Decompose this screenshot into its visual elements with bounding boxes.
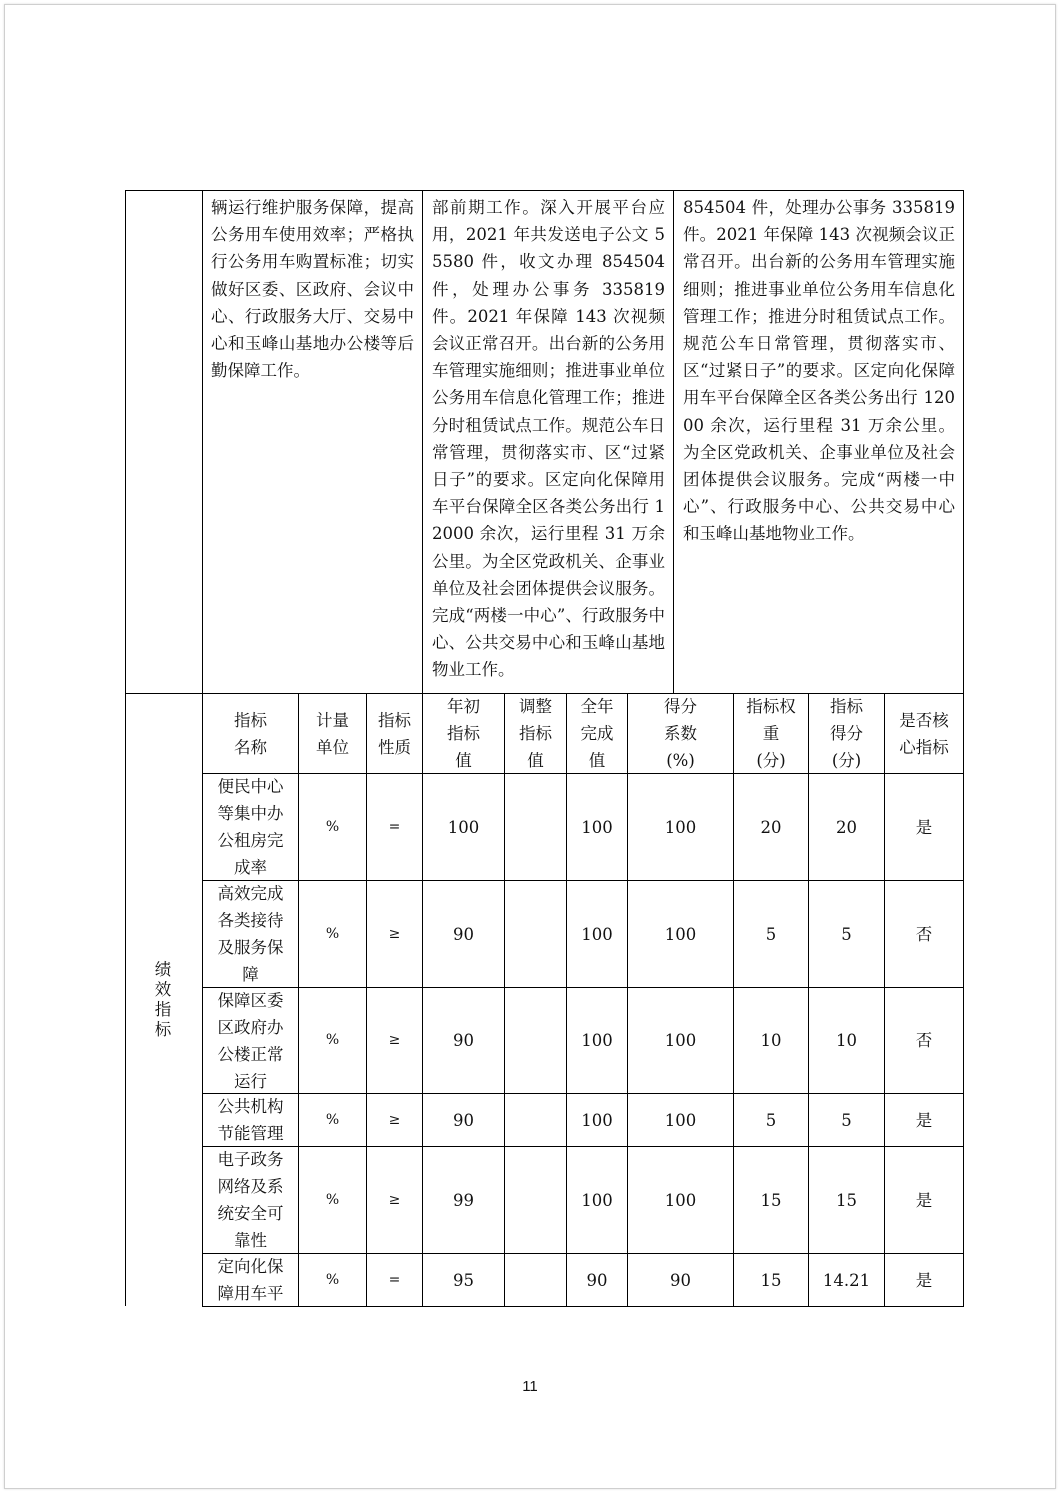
cell-nature: = (388, 818, 401, 835)
cell-is-core: 是 (915, 1190, 933, 1210)
header-unit: 计量 单位 (316, 710, 349, 757)
cell-actual-value: 100 (581, 924, 613, 944)
indicator-col-border-10 (963, 693, 964, 1307)
header-adjusted-target: 调整 指标 值 (519, 697, 552, 770)
cell-weight: 5 (765, 1110, 777, 1130)
cell-adjusted-target (505, 1094, 566, 1146)
cell-initial-target: 90 (453, 1031, 474, 1050)
cell-indicator-name: 高效完成 各类接待 及服务保 障 (217, 884, 284, 984)
cell-indicator-score: 5 (841, 1110, 852, 1130)
goal-text: 辆运行维护服务保障，提高公务用车使用效率；严格执行公务用车购置标准；切实做好区委、区政府、会议中心、行政服务大厅、交易中心和玉峰山基地办公楼等后勤保障工作。 (211, 198, 414, 381)
col-divider-2 (422, 190, 423, 694)
cell-score-coefficient: 100 (664, 1190, 697, 1210)
cell-unit: % (325, 1032, 340, 1048)
cell-unit: % (325, 1191, 340, 1208)
cell-adjusted-target (505, 881, 566, 987)
cell-indicator-score: 5 (841, 924, 852, 944)
cell-unit: % (325, 1271, 340, 1288)
header-actual-value: 全年 完成 值 (580, 697, 614, 770)
header-score-coefficient: 得分 系数 (%) (664, 697, 697, 770)
cell-unit: % (325, 818, 340, 835)
cell-score-coefficient: 100 (664, 817, 697, 837)
cell-score-coefficient: 90 (670, 1270, 691, 1290)
cell-unit: % (325, 925, 340, 942)
cell-indicator-name: 便民中心 等集中办 公租房完 成率 (217, 777, 284, 877)
cell-weight: 20 (760, 817, 782, 837)
cell-indicator-score: 14.21 (822, 1270, 871, 1290)
table-top-border (125, 190, 964, 191)
cell-adjusted-target (505, 1254, 566, 1306)
result-text: 854504 件，处理办公事务 335819 件。2021 年保障 143 次视频会议正常召开。出台新的公务用车管理实施细则；推进事业单位公务用车信息化管理工作；推进分时租赁试点工作。规范公车日常管理，贯彻落实市、区“过紧日子”的要求。区定向化保障用车平台保障全区各类公务出行 12000 余次，运行里程 31 万余公里。为全区党政机关、企事业单位及社会团体提供会议服务。完成“两楼一中心”、行政服务中心、公共交易中心和玉峰山基地物业工作。 (683, 198, 955, 544)
cell-actual-value: 90 (586, 1270, 608, 1290)
cell-actual-value: 100 (581, 817, 613, 837)
section-label-performance-indicators: 绩 效 指 标 (154, 960, 172, 1039)
cell-indicator-name: 定向化保 障用车平 (217, 1257, 284, 1303)
cell-initial-target: 90 (453, 924, 474, 944)
cell-actual-value: 100 (581, 1031, 613, 1050)
header-initial-target: 年初 指标 值 (447, 697, 480, 770)
cell-weight: 15 (760, 1190, 782, 1210)
cell-indicator-name: 电子政务 网络及系 统安全可 靠性 (217, 1150, 284, 1250)
header-nature: 指标 性质 (378, 710, 411, 757)
progress-text: 部前期工作。深入开展平台应用，2021 年共发送电子公文 55580 件，收文办理 854504 件，处理办公事务 335819 件。2021 年保障 143 次视频会议正常召开。出台新的公务用车管理实施细则；推进事业单位公务用车信息化管理工作；推进分时租赁试点工作。规范公车日常管理，贯彻落实市、区“过紧日子”的要求。区定向化保障用车平台保障全区各类公务出行 12000 余次，运行里程 31 万余公里。为全区党政机关、企事业单位及社会团体提供会议服务。完成“两楼一中心”、行政服务中心、公共交易中心和玉峰山基地物业工作。 (432, 198, 665, 680)
cell-is-core: 是 (915, 817, 933, 837)
col-divider-3 (673, 190, 674, 694)
cell-nature: ≥ (388, 1191, 401, 1208)
cell-is-core: 是 (915, 1270, 933, 1290)
cell-score-coefficient: 100 (664, 1110, 697, 1130)
cell-indicator-score: 15 (836, 1190, 857, 1210)
cell-adjusted-target (505, 1147, 566, 1253)
cell-weight: 5 (765, 924, 777, 944)
cell-actual-value: 100 (581, 1190, 613, 1210)
cell-initial-target: 90 (453, 1110, 474, 1130)
header-indicator-score: 指标 得分 (分) (830, 697, 863, 770)
header-weight: 指标权 重 (分) (746, 697, 796, 770)
cell-is-core: 否 (915, 924, 933, 944)
cell-indicator-name: 公共机构 节能管理 (217, 1097, 284, 1143)
cell-initial-target: 95 (453, 1270, 474, 1290)
cell-initial-target: 99 (453, 1190, 474, 1210)
cell-nature: = (388, 1271, 401, 1288)
indicator-row-border-7 (202, 1306, 964, 1307)
cell-score-coefficient: 100 (664, 1031, 697, 1050)
cell-indicator-score: 20 (836, 817, 857, 837)
cell-indicator-score: 10 (836, 1031, 857, 1050)
cell-weight: 10 (760, 1031, 782, 1050)
cell-indicator-name: 保障区委 区政府办 公楼正常 运行 (217, 990, 284, 1091)
left-outer-border (125, 190, 126, 1306)
cell-adjusted-target (505, 774, 566, 880)
cell-nature: ≥ (388, 925, 401, 942)
cell-weight: 15 (760, 1270, 782, 1290)
header-is-core: 是否核 心指标 (899, 710, 949, 757)
cell-is-core: 否 (915, 1031, 933, 1050)
cell-score-coefficient: 100 (664, 924, 697, 944)
cell-initial-target: 100 (447, 817, 480, 837)
cell-nature: ≥ (388, 1032, 401, 1048)
header-indicator-name: 指标 名称 (234, 710, 267, 757)
cell-is-core: 是 (915, 1110, 933, 1130)
cell-adjusted-target (505, 988, 566, 1093)
page-number: 11 (522, 1378, 538, 1395)
cell-unit: % (325, 1111, 340, 1128)
cell-actual-value: 100 (581, 1110, 613, 1130)
cell-nature: ≥ (388, 1111, 401, 1128)
